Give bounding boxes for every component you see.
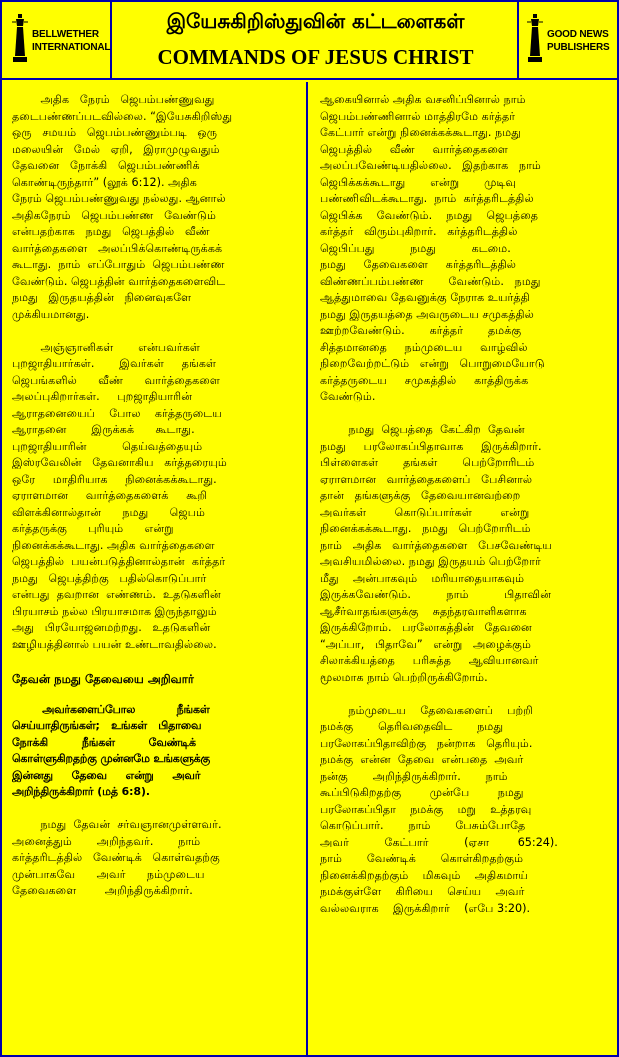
text-line: பரலோகப்பிதாவிற்கு நன்றாக தெரியும். <box>320 736 533 750</box>
text-line: கொடுப்பார். நாம் பேசும்போதே <box>320 819 526 832</box>
text-line: ஆராதனை இருக்கக் கூடாது. <box>12 423 195 436</box>
text-line: வல்லவராக இருக்கிறார் (எபே 3:20). <box>320 901 531 915</box>
text-line: பிள்ளைகள் தங்கள் பெற்றோரிடம் <box>320 456 535 469</box>
text-line: ஆசீர்வாதங்களுக்கு சுதந்தரவாளிகளாக <box>320 604 527 618</box>
text-line: அவர் கேட்பார் (ஏசா 65:24). <box>320 835 558 849</box>
text-line: அது பிரயோஜனமற்றது. உதடுகளின் <box>12 621 211 634</box>
text-line: ஜெபங்களில் வீண் வார்த்தைகளை <box>12 373 220 387</box>
text-line: கர்த்தர் விரும்புகிறார். கர்த்தரிடத்தில் <box>320 225 518 238</box>
text-line: ஆத்துமாவை தேவனுக்கு நேராக உயர்த்தி <box>320 291 530 304</box>
text-line: நமது இருதயத்தை அவருடைய சமுகத்தில் <box>320 307 534 321</box>
text-line: அதிக நேரம் ஜெபம்பண்ணுவது <box>12 93 215 106</box>
text-line: அவசியமில்லை. நமது இருதயம் பெற்றோர் <box>320 555 541 568</box>
text-line: கர்த்தரிடத்தில் வேண்டிக் கொள்வதற்கு <box>12 851 220 864</box>
text-line: ஆகையினால் அதிக வசனிப்பினால் நாம் <box>320 93 526 106</box>
text-line: அலப்பவேண்டியதில்லை. இதற்காக நாம் <box>320 159 541 172</box>
text-line: நேரம் ஜெபம்பண்ணுவது நல்லது. ஆனால் <box>12 192 226 205</box>
text-line: நமது தேவன் சர்வஞானமுள்ளவர். <box>12 818 222 831</box>
good-news-logo-text: GOOD NEWS PUBLISHERS <box>547 29 610 53</box>
page-title-english: COMMANDS OF JESUS CHRIST <box>157 45 474 69</box>
text-line: ஜெபிக்க வேண்டும். நமது ஜெபத்தை <box>320 208 539 222</box>
right-para-2 <box>320 422 607 686</box>
verse-line: கொள்ளுகிறதற்கு முன்னமே உங்களுக்கு <box>12 752 211 765</box>
text-line: கூடாது. நாம் எப்போதும் ஜெபம்பண்ண <box>12 258 225 271</box>
verse-line: செய்யாதிருங்கள்; உங்கள் பிதாவை <box>12 719 202 732</box>
text-line: முக்கியமானது. <box>12 307 90 321</box>
text-line: நமது தேவைகளை கர்த்தரிடத்தில் <box>320 258 517 271</box>
text-line: கொண்டிருந்தார்” (லூக் 6:12). அதிக <box>12 175 197 189</box>
text-line: நமக்கு என்ன தேவை என்பதை அவர் <box>320 753 524 766</box>
right-column <box>310 82 617 1055</box>
left-column <box>2 82 308 1055</box>
text-line: நமது இருதயத்தின் நினைவுகளே <box>12 291 192 304</box>
good-news-logo <box>527 12 613 66</box>
text-line: ஒரே மாதிரியாக நினைக்கக்கூடாது. <box>12 472 217 486</box>
text-line: ஜெபத்தில் பயன்படுத்தினால்தான் கர்த்தர் <box>12 555 226 568</box>
text-line: நமது ஜெபத்திற்கு பதில்கொடுப்பார் <box>12 571 207 585</box>
text-line: வேண்டும். <box>320 390 376 403</box>
text-line: அஞ்ஞானிகள் என்பவர்கள் <box>12 340 200 354</box>
text-line: என்பது தவறான எண்ணம். உதடுகளின் <box>12 588 221 601</box>
text-line: புறஜாதியார்கள். இவர்கள் தங்கள் <box>12 357 217 370</box>
text-line: நினைக்கக்கூடாது. அதிக வார்த்தைகளை <box>12 538 215 552</box>
text-line: தடைபண்ணப்படவில்லை. “இயேசுகிறிஸ்து <box>12 109 233 123</box>
text-line: தான் தங்களுக்கு தேவையானவற்றை <box>320 489 521 502</box>
text-line: சிலாக்கியத்தை பரிசுத்த ஆவியானவர் <box>320 654 539 667</box>
text-line: நினைக்கக்கூடாது. நமது பெற்றோரிடம் <box>320 522 531 535</box>
verse-line: அவர்களைப்போல நீங்கள் <box>12 702 210 716</box>
text-line: ஜெபத்தில் வீண் வார்த்தைகளை <box>320 142 509 156</box>
text-line: சித்தமானதை நம்முடைய வாழ்வில் <box>320 340 528 354</box>
left-logo-box <box>2 2 112 78</box>
text-line: ஜெபம்பண்ணினால் மாத்திரமே கர்த்தர் <box>320 109 516 123</box>
text-line: ஊழியத்தினால் பயன் உண்டாவதில்லை. <box>12 637 217 651</box>
verse-line: நோக்கி நீங்கள் வேண்டிக் <box>12 735 196 749</box>
text-line: ஜெபிக்கக்கூடாது என்று முடிவு <box>320 175 517 189</box>
text-line: நிறைவேற்றட்டும் என்று பொறுமையோடு <box>320 357 545 370</box>
text-line: தேவனை நோக்கி ஜெபம்பண்ணிக் <box>12 159 200 172</box>
text-line: ஊற்றவேண்டும். கர்த்தர் தமக்கு <box>320 324 522 337</box>
lighthouse-icon <box>527 14 543 64</box>
header-bar <box>2 2 617 80</box>
text-line: ஏராளமான வார்த்தைகளைக் கூறி <box>12 489 208 502</box>
text-line: புறஜாதியாரின் தெய்வத்தையும் <box>12 439 203 453</box>
left-para-2 <box>12 340 296 654</box>
text-line: நன்கு அறிந்திருக்கிறார். நாம் <box>320 769 508 783</box>
text-line: ஏராளமான வார்த்தைகளைப் பேசினால் <box>320 472 533 486</box>
text-line: கேட்பார் என்று நினைக்கக்கூடாது. நமது <box>320 126 521 139</box>
right-para-3 <box>320 703 607 918</box>
scripture-verse <box>12 702 296 801</box>
text-line: நமது ஜெபத்தை கேட்கிற தேவன் <box>320 423 525 436</box>
text-line: விளக்கினால்தான் நமது ஜெபம் <box>12 505 206 519</box>
text-line: ஆராதனையைப் போல கர்த்தருடைய <box>12 406 222 420</box>
text-line: கூப்பிடுகிறதற்கு முன்பே நமது <box>320 786 524 799</box>
text-line: கர்த்தருடைய சமுகத்தில் காத்திருக்க <box>320 373 529 387</box>
text-line: வேண்டும். ஜெபத்தின் வார்த்தைகளைவிட <box>12 274 226 288</box>
right-logo-box <box>521 2 617 78</box>
text-line: பரலோகப்பிதா நமக்கு மறு உத்தரவு <box>320 802 532 816</box>
text-line: மீது அன்பாகவும் மரியாதையாகவும் <box>320 571 525 585</box>
left-para-3 <box>12 817 296 900</box>
section-heading: தேவன் நமது தேவையை அறிவார் <box>12 671 194 686</box>
text-line: பண்ணிவிடக்கூடாது. நாம் கர்த்தரிடத்தில் <box>320 192 534 205</box>
verse-line: இன்னது தேவை என்று அவர் <box>12 768 201 782</box>
text-line: “அப்பா, பிதாவே” என்று அழைக்கும் <box>320 637 532 651</box>
left-para-1 <box>12 92 296 323</box>
text-line: நாம் அதிக வார்த்தைகளை பேசவேண்டிய <box>320 538 553 552</box>
text-line: நாம் வேண்டிக் கொள்கிறதற்கும் <box>320 852 524 865</box>
text-line: மலையின் மேல் ஏறி, இராமுழுவதும் <box>12 142 220 156</box>
text-line: அலப்புகிறார்கள். புறஜாதியாரின் <box>12 390 193 403</box>
bellwether-logo-text: BELLWETHER INTERNATIONAL <box>32 29 111 53</box>
page-title-tamil: இயேசுகிறிஸ்துவின் கட்டளைகள் <box>166 9 465 33</box>
text-line: என்பதற்காக நமது ஜெபத்தில் வீண் <box>12 225 210 238</box>
text-line: தேவைகளை அறிந்திருக்கிறார். <box>12 884 193 897</box>
text-line: அவர்கள் கொடுப்பார்கள் என்று <box>320 505 530 519</box>
verse-line: அறிந்திருக்கிறார் (மத் 6:8). <box>12 785 151 798</box>
text-line: நமக்கு தெரிவதைவிட நமது <box>320 720 504 733</box>
text-line: நம்முடைய தேவைகளைப் பற்றி <box>320 703 533 717</box>
text-line: முன்பாகவே அவர் நம்முடைய <box>12 867 205 881</box>
text-line: நமக்குள்ளே கிரியை செய்ய அவர் <box>320 885 525 898</box>
text-line: கர்த்தருக்கு புரியும் என்று <box>12 522 174 535</box>
lighthouse-icon <box>12 14 28 64</box>
text-line: இஸ்ரவேலின் தேவனாகிய கர்த்தரையும் <box>12 456 227 469</box>
text-line: இருக்கவேண்டும். நாம் பிதாவின் <box>320 588 552 601</box>
text-line: ஜெபிப்பது நமது கடமை. <box>320 241 511 255</box>
text-line: அதிகநேரம் ஜெபம்பண்ண வேண்டும் <box>12 208 217 222</box>
text-line: நினைக்கிறதற்கும் மிகவும் அதிகமாய் <box>320 868 528 882</box>
text-line: பிரயாசம் நல்ல பிரயாசமாக இருந்தாலும் <box>12 604 217 618</box>
title-box <box>114 2 519 78</box>
text-line: இருக்கிறோம். பரலோகத்தின் தேவனை <box>320 621 532 634</box>
right-para-1 <box>320 92 607 406</box>
text-line: அனைத்தும் அறிந்தவர். நாம் <box>12 834 201 848</box>
text-line: விண்ணப்பம்பண்ண வேண்டும். நமது <box>320 274 541 288</box>
text-line: ஒரு சமயம் ஜெபம்பண்ணும்படி ஒரு <box>12 126 218 139</box>
bellwether-logo <box>12 12 111 66</box>
text-line: மூலமாக நாம் பெற்றிருக்கிறோம். <box>320 670 488 684</box>
text-line: நமது பரலோகப்பிதாவாக இருக்கிறார். <box>320 439 542 453</box>
text-line: வார்த்தைகளை அலப்பிக்கொண்டிருக்கக் <box>12 241 223 255</box>
